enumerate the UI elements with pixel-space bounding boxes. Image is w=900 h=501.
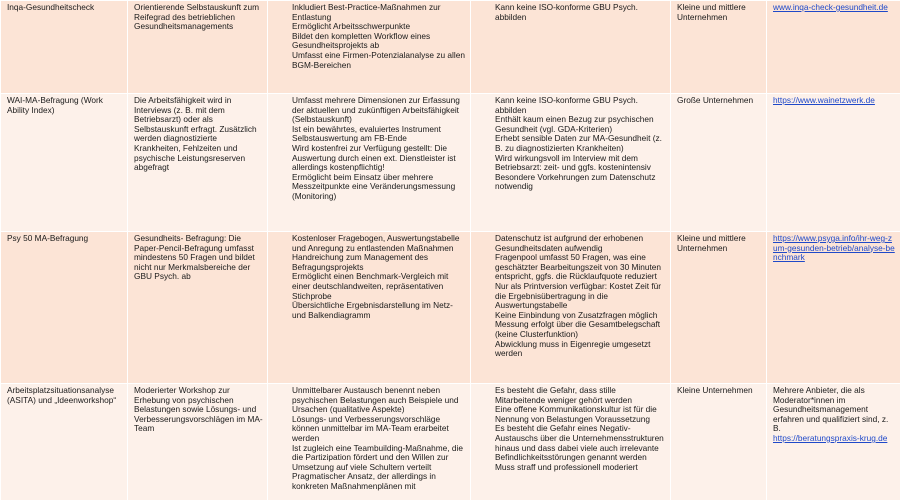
con-item: Wird wirkungsvoll im Interview mit dem Betriebsarzt: zeit- und ggfs. kostenintensiv [477, 154, 666, 173]
pro-item: Selbstauswertung am FB-Ende [274, 134, 466, 144]
pro-item: Wird kostenfrei zur Verfügung gestellt: Die Auswertung durch einen ext. Dienstleister ist allerdings kostenpflichtig! [274, 144, 466, 173]
description-cell [128, 1, 268, 94]
cons-list [477, 3, 666, 22]
target-cell [671, 384, 767, 501]
target-group: Kleine und mittlere Unternehmen [677, 234, 762, 253]
tool-name: WAI-MA-Befragung (Work Ability Index) [7, 96, 123, 115]
pros-list [274, 386, 466, 492]
target-group: Kleine Unternehmen [677, 386, 762, 396]
link-cell [767, 232, 900, 384]
pros-cell [268, 232, 471, 384]
con-item: Messung erfolgt über die Gesamtbelegschaft (keine Clusterfunktion) [477, 320, 666, 339]
pro-item: Ist ein bewährtes, evaluiertes Instrument [274, 125, 466, 135]
tool-name: Psy 50 MA-Befragung [7, 234, 123, 244]
pro-item: Lösungs- und Verbesserungsvorschläge können unmittelbar im MA-Team erarbeitet werden [274, 415, 466, 444]
cons-list [477, 96, 666, 192]
target-group: Große Unternehmen [677, 96, 762, 106]
table-row [1, 1, 900, 94]
table-row [1, 232, 900, 384]
pro-item: Kostenloser Fragebogen, Auswertungstabelle und Anregung zu entlastenden Maßnahmen [274, 234, 466, 253]
con-item: Eine offene Kommunikationskultur ist für die Nennung von Belastungen Voraussetzung [477, 405, 666, 424]
pros-cell [268, 94, 471, 232]
con-item: Abwicklung muss in Eigenregie umgesetzt werden [477, 340, 666, 359]
tool-link[interactable]: https://beratungspraxis-krug.de [773, 433, 887, 443]
con-item: Muss straff und professionell moderiert [477, 463, 666, 473]
description-cell [128, 94, 268, 232]
cons-list [477, 386, 666, 472]
pro-item: Umfasst eine Firmen-Potenzialanalyse zu allen BGM-Bereichen [274, 51, 466, 70]
table-row [1, 384, 900, 501]
link-cell [767, 94, 900, 232]
pro-item: Inkludiert Best-Practice-Maßnahmen zur Entlastung [274, 3, 466, 22]
pro-item: Ermöglicht einen Benchmark-Vergleich mit einer deutschlandweiten, repräsentativen Stichprobe [274, 272, 466, 301]
tool-link[interactable]: www.inqa-check-gesundheit.de [773, 2, 888, 12]
tool-name-cell [1, 384, 128, 501]
tool-name-cell [1, 94, 128, 232]
tool-link[interactable]: https://www.psyga.info/ihr-weg-zum-gesunden-betrieb/analyse-benchmark [773, 233, 895, 262]
con-item: Erhebt sensible Daten zur MA-Gesundheit (z. B. zu diagnostizierten Krankheiten) [477, 134, 666, 153]
pros-cell [268, 1, 471, 94]
con-item: Es besteht die Gefahr eines Negativ-Austauschs über die Unternehmensstrukturen hinaus und dass dabei viele auch irrelevante Befindlichkeitsstörungen genannt werden [477, 424, 666, 462]
pro-item: Handreichung zum Management des Befragungsprojekts [274, 253, 466, 272]
provider-note: Mehrere Anbieter, die als Moderator*innen im Gesundheitsmanagement erfahren und qualifiziert sind, z. B. [773, 386, 896, 434]
pro-item: Umfasst mehrere Dimensionen zur Erfassung der aktuellen und zukünftigen Arbeitsfähigkeit (Selbstauskunft) [274, 96, 466, 125]
tool-description: Orientierende Selbstauskunft zum Reifegrad des betrieblichen Gesundheitsmanagements [134, 3, 263, 32]
con-item: Fragenpool umfasst 50 Fragen, was eine geschätzter Bearbeitungszeit von 30 Minuten entspricht, ggfs. die Rücklaufquote reduziert [477, 253, 666, 282]
pro-item: Unmittelbarer Austausch benennt neben psychischen Belastungen auch Beispiele und Ursachen (qualitative Aspekte) [274, 386, 466, 415]
pro-item: Ist zugleich eine Teambuilding-Maßnahme, die die Partizipation fördert und den Willen zur Umsetzung auf viele Schultern verteilt [274, 444, 466, 473]
description-cell [128, 232, 268, 384]
con-item: Kann keine ISO-konforme GBU Psych. abbilden [477, 3, 666, 22]
cons-cell [471, 1, 671, 94]
tool-name: Inqa-Gesundheitscheck [7, 3, 123, 13]
tool-description: Moderierter Workshop zur Erhebung von psychischen Belastungen sowie Lösungs- und Verbesserungsvorschlägen im MA-Team [134, 386, 263, 434]
con-item: Keine Einbindung von Zusatzfragen möglich [477, 311, 666, 321]
description-cell [128, 384, 268, 501]
pro-item: Pragmatischer Ansatz, der allerdings in konkreten Maßnahmenplänen mit [274, 472, 466, 491]
tool-name-cell [1, 1, 128, 94]
con-item: Besondere Vorkehrungen zum Datenschutz notwendig [477, 173, 666, 192]
link-cell [767, 384, 900, 501]
pro-item: Übersichtliche Ergebnisdarstellung im Netz- und Balkendiagramm [274, 301, 466, 320]
cons-cell [471, 94, 671, 232]
pros-list [274, 234, 466, 320]
pros-list [274, 3, 466, 70]
tool-description: Die Arbeitsfähigkeit wird in Interviews (z. B. mit dem Betriebsarzt) oder als Selbstauskunft erfragt. Zusätzlich werden diagnostizierte Krankheiten, Fehlzeiten und psychische Leistungsreserven abgefragt [134, 96, 263, 173]
tool-name: Arbeitsplatzsituationsanalyse (ASITA) und „Ideenworkshop“ [7, 386, 123, 405]
pro-item: Ermöglicht Arbeitsschwerpunkte [274, 22, 466, 32]
con-item: Datenschutz ist aufgrund der erhobenen Gesundheitsdaten aufwendig [477, 234, 666, 253]
target-cell [671, 232, 767, 384]
table-row [1, 94, 900, 232]
cons-cell [471, 384, 671, 501]
tool-link[interactable]: https://www.wainetzwerk.de [773, 95, 875, 105]
pro-item: Ermöglicht beim Einsatz über mehrere Messzeitpunkte eine Veränderungsmessung (Monitoring) [274, 173, 466, 202]
target-group: Kleine und mittlere Unternehmen [677, 3, 762, 22]
cons-cell [471, 232, 671, 384]
tool-name-cell [1, 232, 128, 384]
pro-item: Bildet den kompletten Workflow eines Gesundheitsprojekts ab [274, 32, 466, 51]
tool-description: Gesundheits- Befragung: Die Paper-Pencil-Befragung umfasst mindestens 50 Fragen und bildet nicht nur Merkmalsbereiche der GBU Psych. ab [134, 234, 263, 282]
con-item: Enthält kaum einen Bezug zur psychischen Gesundheit (vgl. GDA-Kriterien) [477, 115, 666, 134]
target-cell [671, 94, 767, 232]
con-item: Kann keine ISO-konforme GBU Psych. abbilden [477, 96, 666, 115]
pros-cell [268, 384, 471, 501]
con-item: Nur als Printversion verfügbar: Kostet Zeit für die Ergebnisübertragung in die Auswertungstabelle [477, 282, 666, 311]
con-item: Es besteht die Gefahr, dass stille Mitarbeitende weniger gehört werden [477, 386, 666, 405]
link-cell [767, 1, 900, 94]
pros-list [274, 96, 466, 202]
cons-list [477, 234, 666, 359]
target-cell [671, 1, 767, 94]
